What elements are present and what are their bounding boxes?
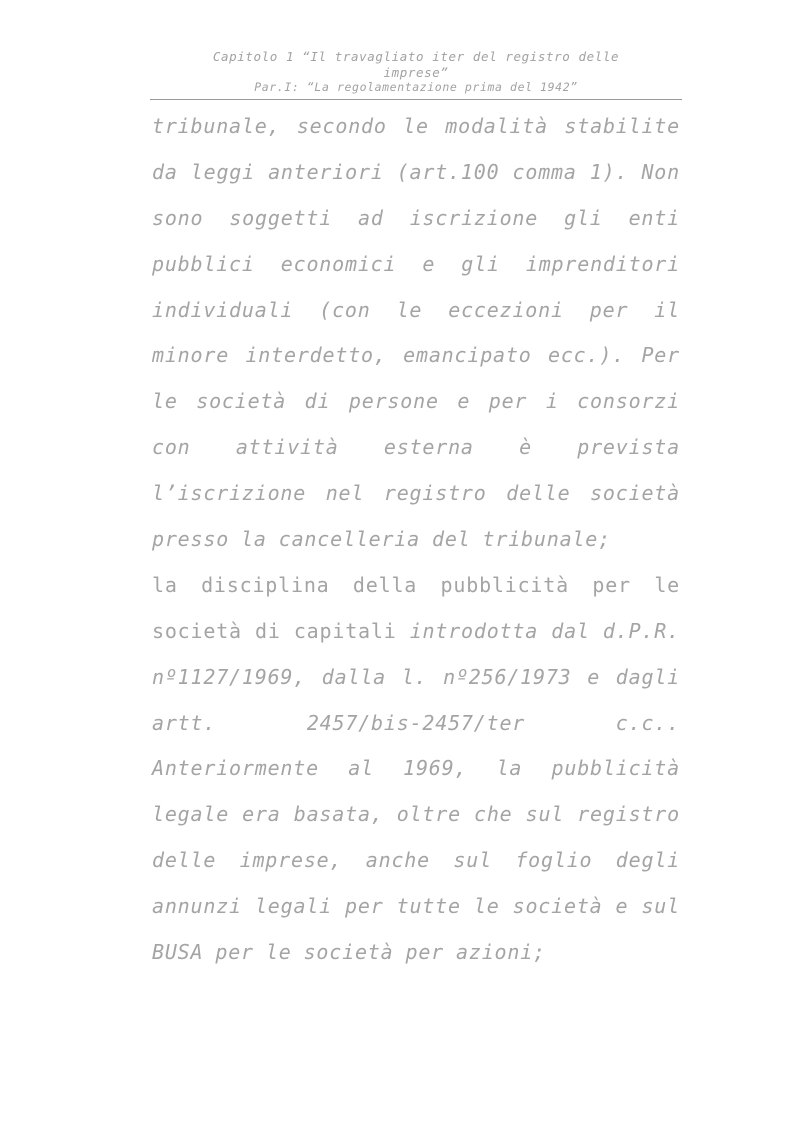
- word: società: [303, 940, 394, 965]
- word: dal: [551, 618, 590, 643]
- word: e: [457, 389, 471, 414]
- word: per: [405, 940, 445, 965]
- word: pubblicità: [440, 572, 569, 597]
- word: era: [242, 802, 281, 827]
- word: Non: [641, 159, 680, 184]
- word: presso: [152, 527, 230, 552]
- text-line: [152, 563, 680, 609]
- text-line: [152, 930, 680, 976]
- word: persone: [348, 389, 439, 414]
- word: sul: [525, 802, 565, 827]
- word: 2457/bis-2457/ter: [306, 710, 526, 735]
- word: le: [473, 894, 500, 919]
- text-line: [152, 150, 680, 196]
- word: società: [590, 481, 680, 506]
- word: e: [615, 894, 629, 919]
- word: disciplina: [201, 572, 330, 597]
- text-line: [152, 517, 680, 563]
- word: società: [196, 389, 287, 414]
- header-paragraph-line: [150, 81, 682, 94]
- word: per: [488, 389, 528, 414]
- word: foglio: [515, 848, 593, 873]
- word: interdetto,: [245, 343, 387, 368]
- word: registro: [577, 802, 680, 827]
- header-chapter-line: Capitolo 1 “Il travagliato iter del registro delle: [212, 49, 620, 64]
- word: eccezioni: [448, 297, 564, 322]
- word: basata,: [293, 802, 384, 827]
- word: introdotta: [409, 618, 539, 643]
- word: società: [512, 894, 603, 919]
- word: è: [519, 435, 532, 460]
- word: di: [304, 389, 331, 414]
- word: tribunale;: [482, 527, 611, 552]
- text-line: [152, 425, 680, 471]
- text-line: [152, 609, 680, 655]
- word: 1).: [589, 159, 629, 184]
- word: minore: [152, 343, 230, 368]
- text-line: [152, 792, 680, 838]
- word: iscrizione: [409, 205, 539, 230]
- word: dagli: [615, 664, 680, 689]
- word: la: [496, 756, 523, 781]
- word: anteriori: [268, 159, 384, 184]
- word: individuali: [152, 297, 294, 322]
- word: dalla: [321, 664, 387, 689]
- header-paragraph-title: : “La regolamentazione prima del 1942”: [291, 80, 578, 94]
- header-paragraph-label: Par.I: [254, 80, 292, 94]
- word: le: [265, 940, 292, 965]
- word: il: [654, 297, 680, 322]
- word: l’iscrizione: [152, 481, 307, 506]
- word: Per: [641, 343, 680, 368]
- word: le: [152, 389, 178, 414]
- word: stabilite: [564, 114, 680, 138]
- word: azioni;: [456, 940, 546, 965]
- word: d.P.R.: [602, 618, 680, 643]
- word: sono: [152, 205, 204, 230]
- word: tutte: [396, 894, 461, 919]
- word: sul: [641, 894, 680, 919]
- word: esterna: [383, 435, 474, 460]
- word: nº256/1973: [443, 664, 572, 689]
- word: enti: [628, 205, 680, 230]
- word: BUSA: [152, 940, 204, 965]
- word: registro: [383, 481, 487, 506]
- word: (art.100: [396, 159, 500, 184]
- header-chapter-line-continued: imprese”: [383, 65, 449, 80]
- word: della: [352, 572, 418, 597]
- word: annunzi: [152, 894, 242, 919]
- word: i: [545, 389, 559, 414]
- word: pubblici: [152, 251, 255, 276]
- word: legale: [152, 802, 230, 827]
- word: imprese,: [239, 848, 343, 873]
- word: pubblicità: [551, 756, 680, 781]
- word: artt.: [152, 710, 217, 735]
- text-line: [152, 471, 680, 517]
- word: sul: [453, 848, 492, 873]
- text-line: [152, 104, 680, 150]
- word: 1969,: [403, 756, 468, 781]
- word: che: [474, 802, 513, 827]
- header-divider: [150, 99, 682, 100]
- word: e: [422, 251, 436, 276]
- word: prevista: [577, 435, 680, 460]
- text-line: [152, 333, 680, 379]
- word: società: [152, 618, 242, 643]
- text-line: [152, 746, 680, 792]
- word: gli: [461, 251, 500, 276]
- text-line: [152, 196, 680, 242]
- word: di: [255, 618, 281, 643]
- word: ad: [358, 205, 384, 230]
- word: capitali: [293, 618, 397, 643]
- word: del: [432, 527, 471, 552]
- body-text: [152, 104, 680, 976]
- word: nº1127/1969,: [152, 664, 307, 689]
- word: e: [587, 664, 601, 689]
- word: oltre: [396, 802, 461, 827]
- text-line: [152, 701, 680, 747]
- word: la: [152, 572, 178, 597]
- word: la: [241, 527, 267, 552]
- word: gli: [564, 205, 603, 230]
- word: modalità: [445, 114, 548, 138]
- word: l.: [401, 664, 428, 689]
- word: delle: [506, 481, 571, 506]
- word: economici: [280, 251, 397, 276]
- word: (con: [319, 297, 371, 322]
- word: degli: [615, 848, 680, 873]
- word: emancipato: [403, 343, 532, 368]
- word: ecc.).: [548, 343, 626, 368]
- word: comma: [512, 159, 577, 184]
- text-line: [152, 379, 680, 425]
- word: consorzi: [577, 389, 680, 414]
- word: c.c..: [615, 710, 680, 735]
- word: per: [345, 894, 384, 919]
- word: per: [589, 297, 629, 322]
- word: da: [152, 159, 178, 184]
- word: delle: [152, 848, 217, 873]
- word: imprenditori: [525, 251, 680, 276]
- text-line: [152, 838, 680, 884]
- word: le: [403, 114, 429, 138]
- word: secondo: [296, 114, 387, 138]
- word: attività: [235, 435, 339, 460]
- word: le: [396, 297, 423, 322]
- word: legali: [254, 894, 332, 919]
- running-header: [150, 49, 682, 94]
- word: con: [152, 435, 191, 460]
- word: tribunale,: [152, 114, 281, 138]
- word: anche: [365, 848, 430, 873]
- word: Anteriormente: [152, 756, 319, 781]
- word: cancelleria: [278, 527, 420, 552]
- word: per: [215, 940, 254, 965]
- word: per: [592, 572, 631, 597]
- word: soggetti: [229, 205, 333, 230]
- text-line: [152, 655, 680, 701]
- word: nel: [325, 481, 365, 506]
- text-line: [152, 288, 680, 334]
- word: leggi: [190, 159, 255, 184]
- word: al: [348, 756, 374, 781]
- text-line: [152, 242, 680, 288]
- text-line: [152, 884, 680, 930]
- word: le: [654, 572, 680, 597]
